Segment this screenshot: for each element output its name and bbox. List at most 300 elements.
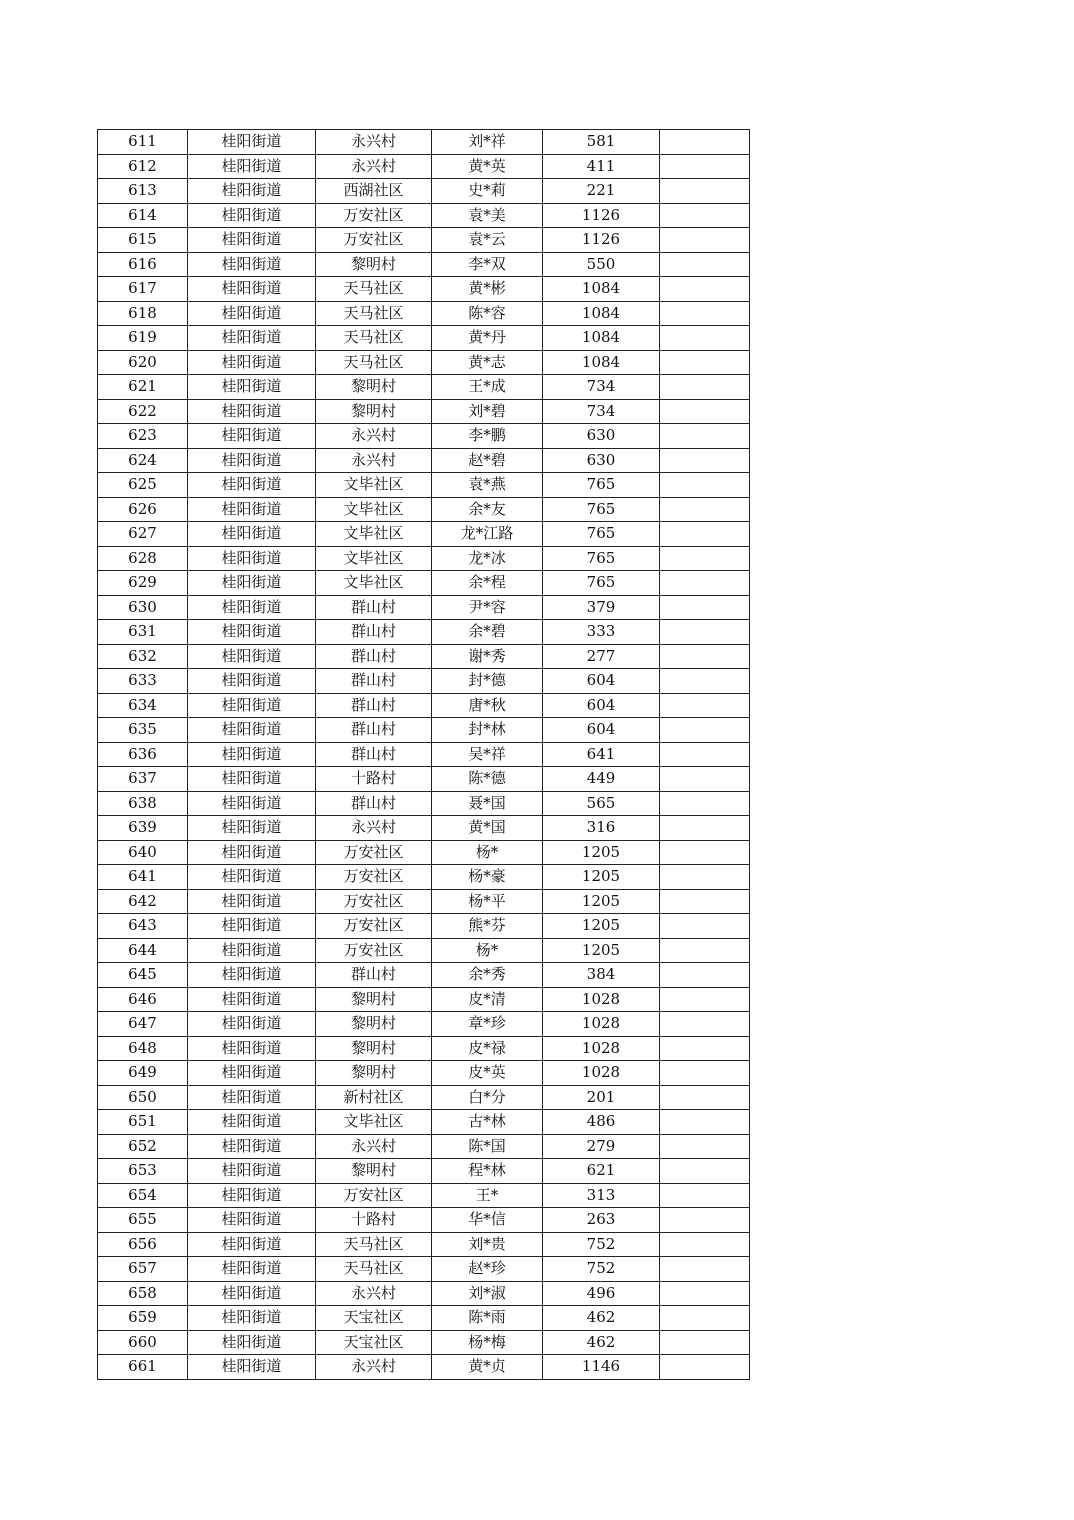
village-cell: 天马社区 (316, 301, 432, 326)
street-cell: 桂阳街道 (188, 1134, 316, 1159)
row-number-cell: 638 (98, 791, 188, 816)
row-number-cell: 621 (98, 375, 188, 400)
row-number-cell: 651 (98, 1110, 188, 1135)
name-cell: 黄*英 (432, 154, 543, 179)
village-cell: 群山村 (316, 718, 432, 743)
amount-cell: 621 (543, 1159, 660, 1184)
village-cell: 群山村 (316, 595, 432, 620)
remark-cell (660, 252, 750, 277)
village-cell: 万安社区 (316, 840, 432, 865)
table-row (98, 595, 750, 620)
amount-cell: 411 (543, 154, 660, 179)
table-row (98, 301, 750, 326)
row-number-cell: 656 (98, 1232, 188, 1257)
amount-cell: 1205 (543, 914, 660, 939)
name-cell: 皮*禄 (432, 1036, 543, 1061)
village-cell: 文毕社区 (316, 522, 432, 547)
amount-cell: 752 (543, 1232, 660, 1257)
amount-cell: 1028 (543, 1036, 660, 1061)
name-cell: 刘*祥 (432, 130, 543, 155)
remark-cell (660, 179, 750, 204)
row-number-cell: 659 (98, 1306, 188, 1331)
village-cell: 文毕社区 (316, 546, 432, 571)
remark-cell (660, 767, 750, 792)
amount-cell: 279 (543, 1134, 660, 1159)
amount-cell: 734 (543, 399, 660, 424)
amount-cell: 449 (543, 767, 660, 792)
street-cell: 桂阳街道 (188, 987, 316, 1012)
row-number-cell: 624 (98, 448, 188, 473)
name-cell: 唐*秋 (432, 693, 543, 718)
table-row (98, 889, 750, 914)
row-number-cell: 628 (98, 546, 188, 571)
table-row (98, 1330, 750, 1355)
amount-cell: 1205 (543, 938, 660, 963)
row-number-cell: 646 (98, 987, 188, 1012)
village-cell: 万安社区 (316, 938, 432, 963)
table-row (98, 522, 750, 547)
name-cell: 陈*国 (432, 1134, 543, 1159)
street-cell: 桂阳街道 (188, 571, 316, 596)
name-cell: 袁*云 (432, 228, 543, 253)
amount-cell: 630 (543, 448, 660, 473)
street-cell: 桂阳街道 (188, 1281, 316, 1306)
name-cell: 龙*江路 (432, 522, 543, 547)
amount-cell: 1205 (543, 865, 660, 890)
village-cell: 十路村 (316, 1208, 432, 1233)
row-number-cell: 615 (98, 228, 188, 253)
amount-cell: 630 (543, 424, 660, 449)
row-number-cell: 630 (98, 595, 188, 620)
name-cell: 杨* (432, 938, 543, 963)
village-cell: 天马社区 (316, 1257, 432, 1282)
amount-cell: 565 (543, 791, 660, 816)
remark-cell (660, 1110, 750, 1135)
table-row (98, 767, 750, 792)
row-number-cell: 648 (98, 1036, 188, 1061)
village-cell: 黎明村 (316, 375, 432, 400)
table-row (98, 399, 750, 424)
row-number-cell: 654 (98, 1183, 188, 1208)
table-row (98, 1355, 750, 1380)
amount-cell: 1146 (543, 1355, 660, 1380)
row-number-cell: 618 (98, 301, 188, 326)
remark-cell (660, 963, 750, 988)
row-number-cell: 629 (98, 571, 188, 596)
amount-cell: 1084 (543, 326, 660, 351)
row-number-cell: 637 (98, 767, 188, 792)
village-cell: 天马社区 (316, 326, 432, 351)
name-cell: 袁*燕 (432, 473, 543, 498)
table-row (98, 497, 750, 522)
row-number-cell: 626 (98, 497, 188, 522)
remark-cell (660, 889, 750, 914)
name-cell: 余*友 (432, 497, 543, 522)
row-number-cell: 661 (98, 1355, 188, 1380)
table-row (98, 1159, 750, 1184)
street-cell: 桂阳街道 (188, 914, 316, 939)
name-cell: 杨*梅 (432, 1330, 543, 1355)
name-cell: 陈*雨 (432, 1306, 543, 1331)
street-cell: 桂阳街道 (188, 767, 316, 792)
amount-cell: 765 (543, 473, 660, 498)
remark-cell (660, 620, 750, 645)
table-row (98, 1281, 750, 1306)
row-number-cell: 644 (98, 938, 188, 963)
row-number-cell: 611 (98, 130, 188, 155)
village-cell: 天马社区 (316, 1232, 432, 1257)
name-cell: 黄*志 (432, 350, 543, 375)
village-cell: 永兴村 (316, 154, 432, 179)
village-cell: 永兴村 (316, 424, 432, 449)
row-number-cell: 641 (98, 865, 188, 890)
street-cell: 桂阳街道 (188, 1085, 316, 1110)
name-cell: 尹*容 (432, 595, 543, 620)
row-number-cell: 642 (98, 889, 188, 914)
table-row (98, 154, 750, 179)
village-cell: 黎明村 (316, 1159, 432, 1184)
street-cell: 桂阳街道 (188, 889, 316, 914)
row-number-cell: 627 (98, 522, 188, 547)
remark-cell (660, 1330, 750, 1355)
village-cell: 万安社区 (316, 203, 432, 228)
amount-cell: 263 (543, 1208, 660, 1233)
remark-cell (660, 693, 750, 718)
amount-cell: 1084 (543, 277, 660, 302)
row-number-cell: 660 (98, 1330, 188, 1355)
name-cell: 华*信 (432, 1208, 543, 1233)
name-cell: 余*秀 (432, 963, 543, 988)
amount-cell: 313 (543, 1183, 660, 1208)
street-cell: 桂阳街道 (188, 203, 316, 228)
remark-cell (660, 791, 750, 816)
amount-cell: 765 (543, 571, 660, 596)
village-cell: 黎明村 (316, 1012, 432, 1037)
street-cell: 桂阳街道 (188, 252, 316, 277)
row-number-cell: 640 (98, 840, 188, 865)
amount-cell: 1205 (543, 889, 660, 914)
name-cell: 王* (432, 1183, 543, 1208)
street-cell: 桂阳街道 (188, 424, 316, 449)
name-cell: 刘*贵 (432, 1232, 543, 1257)
name-cell: 熊*芬 (432, 914, 543, 939)
village-cell: 群山村 (316, 669, 432, 694)
amount-cell: 1028 (543, 1012, 660, 1037)
amount-cell: 1205 (543, 840, 660, 865)
village-cell: 永兴村 (316, 1281, 432, 1306)
table-row (98, 1110, 750, 1135)
remark-cell (660, 987, 750, 1012)
street-cell: 桂阳街道 (188, 326, 316, 351)
name-cell: 黄*丹 (432, 326, 543, 351)
remark-cell (660, 203, 750, 228)
name-cell: 余*程 (432, 571, 543, 596)
street-cell: 桂阳街道 (188, 350, 316, 375)
remark-cell (660, 644, 750, 669)
village-cell: 黎明村 (316, 1061, 432, 1086)
name-cell: 余*碧 (432, 620, 543, 645)
amount-cell: 1028 (543, 1061, 660, 1086)
street-cell: 桂阳街道 (188, 1159, 316, 1184)
village-cell: 群山村 (316, 742, 432, 767)
street-cell: 桂阳街道 (188, 522, 316, 547)
row-number-cell: 631 (98, 620, 188, 645)
street-cell: 桂阳街道 (188, 816, 316, 841)
amount-cell: 1028 (543, 987, 660, 1012)
street-cell: 桂阳街道 (188, 963, 316, 988)
street-cell: 桂阳街道 (188, 228, 316, 253)
remark-cell (660, 1355, 750, 1380)
street-cell: 桂阳街道 (188, 693, 316, 718)
remark-cell (660, 326, 750, 351)
remark-cell (660, 1183, 750, 1208)
village-cell: 天宝社区 (316, 1306, 432, 1331)
village-cell: 万安社区 (316, 914, 432, 939)
amount-cell: 316 (543, 816, 660, 841)
village-cell: 群山村 (316, 644, 432, 669)
remark-cell (660, 1232, 750, 1257)
table-row (98, 1208, 750, 1233)
name-cell: 刘*淑 (432, 1281, 543, 1306)
remark-cell (660, 424, 750, 449)
table-row (98, 252, 750, 277)
amount-cell: 604 (543, 693, 660, 718)
name-cell: 程*林 (432, 1159, 543, 1184)
table-row (98, 1085, 750, 1110)
table-row (98, 938, 750, 963)
row-number-cell: 658 (98, 1281, 188, 1306)
village-cell: 群山村 (316, 791, 432, 816)
amount-cell: 765 (543, 497, 660, 522)
street-cell: 桂阳街道 (188, 277, 316, 302)
village-cell: 文毕社区 (316, 571, 432, 596)
amount-cell: 333 (543, 620, 660, 645)
name-cell: 黄*贞 (432, 1355, 543, 1380)
street-cell: 桂阳街道 (188, 1183, 316, 1208)
table-row (98, 1257, 750, 1282)
village-cell: 黎明村 (316, 399, 432, 424)
village-cell: 黎明村 (316, 252, 432, 277)
street-cell: 桂阳街道 (188, 1306, 316, 1331)
table-row (98, 448, 750, 473)
amount-cell: 486 (543, 1110, 660, 1135)
table-row (98, 1183, 750, 1208)
remark-cell (660, 865, 750, 890)
row-number-cell: 645 (98, 963, 188, 988)
name-cell: 刘*碧 (432, 399, 543, 424)
remark-cell (660, 448, 750, 473)
row-number-cell: 632 (98, 644, 188, 669)
table-row (98, 1232, 750, 1257)
remark-cell (660, 399, 750, 424)
village-cell: 永兴村 (316, 816, 432, 841)
table-row (98, 669, 750, 694)
street-cell: 桂阳街道 (188, 1061, 316, 1086)
table-row (98, 1306, 750, 1331)
remark-cell (660, 497, 750, 522)
row-number-cell: 635 (98, 718, 188, 743)
name-cell: 章*珍 (432, 1012, 543, 1037)
table-row (98, 1134, 750, 1159)
table-row (98, 1061, 750, 1086)
name-cell: 王*成 (432, 375, 543, 400)
street-cell: 桂阳街道 (188, 1232, 316, 1257)
street-cell: 桂阳街道 (188, 473, 316, 498)
amount-cell: 496 (543, 1281, 660, 1306)
street-cell: 桂阳街道 (188, 1330, 316, 1355)
amount-cell: 1126 (543, 203, 660, 228)
row-number-cell: 617 (98, 277, 188, 302)
name-cell: 谢*秀 (432, 644, 543, 669)
name-cell: 袁*美 (432, 203, 543, 228)
name-cell: 赵*珍 (432, 1257, 543, 1282)
table-row (98, 326, 750, 351)
row-number-cell: 612 (98, 154, 188, 179)
name-cell: 杨*豪 (432, 865, 543, 890)
street-cell: 桂阳街道 (188, 546, 316, 571)
street-cell: 桂阳街道 (188, 1257, 316, 1282)
street-cell: 桂阳街道 (188, 179, 316, 204)
table-row (98, 473, 750, 498)
amount-cell: 765 (543, 522, 660, 547)
row-number-cell: 619 (98, 326, 188, 351)
name-cell: 皮*清 (432, 987, 543, 1012)
street-cell: 桂阳街道 (188, 130, 316, 155)
amount-cell: 1084 (543, 301, 660, 326)
street-cell: 桂阳街道 (188, 840, 316, 865)
village-cell: 万安社区 (316, 1183, 432, 1208)
village-cell: 黎明村 (316, 987, 432, 1012)
row-number-cell: 614 (98, 203, 188, 228)
village-cell: 万安社区 (316, 889, 432, 914)
table-row (98, 203, 750, 228)
village-cell: 天宝社区 (316, 1330, 432, 1355)
row-number-cell: 636 (98, 742, 188, 767)
amount-cell: 581 (543, 130, 660, 155)
street-cell: 桂阳街道 (188, 620, 316, 645)
amount-cell: 379 (543, 595, 660, 620)
name-cell: 史*莉 (432, 179, 543, 204)
name-cell: 杨*平 (432, 889, 543, 914)
remark-cell (660, 301, 750, 326)
village-cell: 万安社区 (316, 865, 432, 890)
street-cell: 桂阳街道 (188, 644, 316, 669)
village-cell: 群山村 (316, 963, 432, 988)
amount-cell: 604 (543, 669, 660, 694)
amount-cell: 641 (543, 742, 660, 767)
village-cell: 永兴村 (316, 1134, 432, 1159)
row-number-cell: 653 (98, 1159, 188, 1184)
name-cell: 古*林 (432, 1110, 543, 1135)
remark-cell (660, 154, 750, 179)
remark-cell (660, 1036, 750, 1061)
name-cell: 陈*德 (432, 767, 543, 792)
amount-cell: 604 (543, 718, 660, 743)
name-cell: 吴*祥 (432, 742, 543, 767)
street-cell: 桂阳街道 (188, 742, 316, 767)
remark-cell (660, 1281, 750, 1306)
street-cell: 桂阳街道 (188, 791, 316, 816)
table-row (98, 228, 750, 253)
village-cell: 永兴村 (316, 130, 432, 155)
row-number-cell: 655 (98, 1208, 188, 1233)
remark-cell (660, 718, 750, 743)
street-cell: 桂阳街道 (188, 938, 316, 963)
amount-cell: 384 (543, 963, 660, 988)
table-row (98, 350, 750, 375)
name-cell: 黄*彬 (432, 277, 543, 302)
row-number-cell: 623 (98, 424, 188, 449)
name-cell: 杨* (432, 840, 543, 865)
row-number-cell: 622 (98, 399, 188, 424)
village-cell: 文毕社区 (316, 473, 432, 498)
table-body (98, 130, 750, 1380)
row-number-cell: 652 (98, 1134, 188, 1159)
row-number-cell: 634 (98, 693, 188, 718)
remark-cell (660, 1159, 750, 1184)
remark-cell (660, 1257, 750, 1282)
remark-cell (660, 595, 750, 620)
row-number-cell: 649 (98, 1061, 188, 1086)
remark-cell (660, 742, 750, 767)
table-row (98, 620, 750, 645)
village-cell: 永兴村 (316, 448, 432, 473)
table-row (98, 816, 750, 841)
village-cell: 文毕社区 (316, 497, 432, 522)
name-cell: 白*分 (432, 1085, 543, 1110)
amount-cell: 1126 (543, 228, 660, 253)
street-cell: 桂阳街道 (188, 1208, 316, 1233)
street-cell: 桂阳街道 (188, 448, 316, 473)
village-cell: 西湖社区 (316, 179, 432, 204)
name-cell: 皮*英 (432, 1061, 543, 1086)
remark-cell (660, 522, 750, 547)
street-cell: 桂阳街道 (188, 301, 316, 326)
remark-cell (660, 1306, 750, 1331)
name-cell: 陈*容 (432, 301, 543, 326)
remark-cell (660, 350, 750, 375)
street-cell: 桂阳街道 (188, 1110, 316, 1135)
street-cell: 桂阳街道 (188, 1355, 316, 1380)
table-row (98, 963, 750, 988)
street-cell: 桂阳街道 (188, 1012, 316, 1037)
name-cell: 李*双 (432, 252, 543, 277)
table-row (98, 718, 750, 743)
street-cell: 桂阳街道 (188, 595, 316, 620)
table-row (98, 179, 750, 204)
amount-cell: 277 (543, 644, 660, 669)
row-number-cell: 620 (98, 350, 188, 375)
row-number-cell: 657 (98, 1257, 188, 1282)
table-row (98, 546, 750, 571)
row-number-cell: 643 (98, 914, 188, 939)
row-number-cell: 647 (98, 1012, 188, 1037)
street-cell: 桂阳街道 (188, 718, 316, 743)
street-cell: 桂阳街道 (188, 399, 316, 424)
remark-cell (660, 840, 750, 865)
remark-cell (660, 1208, 750, 1233)
amount-cell: 550 (543, 252, 660, 277)
remark-cell (660, 130, 750, 155)
remark-cell (660, 375, 750, 400)
remark-cell (660, 938, 750, 963)
row-number-cell: 633 (98, 669, 188, 694)
street-cell: 桂阳街道 (188, 497, 316, 522)
name-cell: 龙*冰 (432, 546, 543, 571)
village-cell: 天马社区 (316, 277, 432, 302)
table-row (98, 742, 750, 767)
remark-cell (660, 277, 750, 302)
